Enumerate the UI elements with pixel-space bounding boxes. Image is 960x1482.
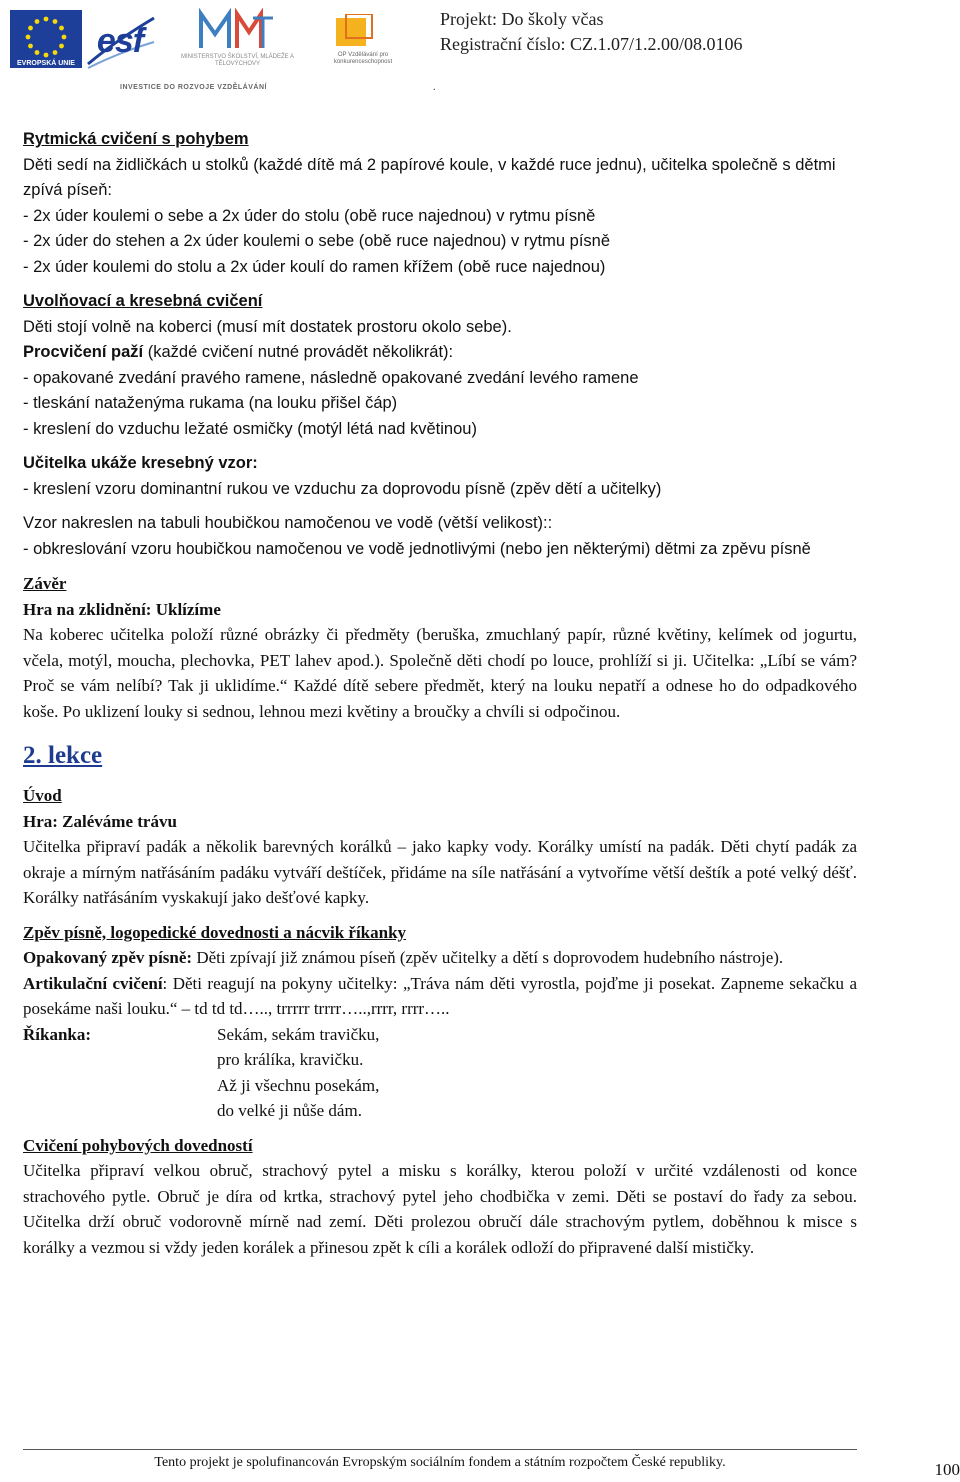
- section-heading-zaver: Závěr: [23, 574, 67, 593]
- rytmicka-item: - 2x úder do stehen a 2x úder koulemi o sebe (obě ruce najednou) v rytmu písně: [23, 232, 611, 250]
- pohyb-text: Učitelka připraví velkou obruč, strachový pytel a misku s korálky, kterou položí v určité vzdálenosti od konce strachového pytle. Obruč je díra od krtka, strachový pytel jeho chodbička v zemi. Děti se postaví do řady za sebou. Učitelka drží obruč vodorovně mírně nad zemí. Děti prolezou obručí dále strachovým pytlem, doběhnou k misce s korálky a vezmou si vždy jeden korálek a přinesou zpět k cíli a korálek odloží do připravené další mističky.: [23, 1161, 857, 1257]
- rytmicka-item: - 2x úder koulemi o sebe a 2x úder do stolu (obě ruce najednou) v rytmu písně: [23, 206, 596, 225]
- uvod-text: Učitelka připraví padák a několik barevných korálků – jako kapky vody. Korálky umístí na padák. Děti chytí padák za okraje a mírným natřásáním padáku vytváří deštíček, přidáme na síle natřásání a vytvoříme větší deštík a poté velký déšť. Korálky natřásáním vyskakují jako dešťové kapky.: [23, 837, 857, 907]
- rikanka-label: Říkanka:: [23, 1024, 92, 1044]
- msmt-caption: MINISTERSTVO ŠKOLSTVÍ, MLÁDEŽE A TĚLOVÝCHOVY: [180, 54, 295, 67]
- header-dot: .: [433, 82, 436, 93]
- rikanka-block: [23, 1022, 857, 1124]
- paze-text: (každé cvičení nutné provádět několikrát):: [143, 343, 454, 361]
- section-heading-pohyb: Cvičení pohybových dovedností: [23, 1135, 253, 1155]
- artikulace-paragraph: [23, 971, 857, 1022]
- project-line: Projekt: Do školy včas: [440, 9, 604, 29]
- page-header: [0, 0, 960, 110]
- rikanka-line: pro králíka, kravičku.: [217, 1050, 364, 1069]
- op-logo: [332, 14, 376, 50]
- project-info: [440, 7, 742, 57]
- rikanka-line: do velké ji nůše dám.: [217, 1101, 362, 1120]
- section-heading-rytmicka: Rytmická cvičení s pohybem: [23, 130, 249, 148]
- section-heading-zpev: Zpěv písně, logopedické dovednosti a nácvik říkanky: [23, 922, 407, 942]
- opakovany-paragraph: [23, 945, 857, 971]
- section-heading-uvod: Úvod: [23, 786, 62, 805]
- artikulace-text: : Děti reagují na pokyny učitelky: „Tráva nám děti vyrostla, pojďme ji posekat. Zapneme sekačku a posekáme naši louku.“ – td td td….., trrrrr trrrr…..,rrrr, rrrr…..: [23, 973, 857, 1018]
- zaver-game: Hra na zklidnění: Uklízíme: [23, 599, 221, 619]
- esf-logo-text: esf: [96, 22, 144, 60]
- paze-paragraph: [23, 340, 857, 366]
- rikanka-verse: [217, 1022, 379, 1124]
- msmt-logo: [195, 8, 275, 52]
- footer-divider: [23, 1449, 857, 1450]
- op-caption: OP Vzdělávání pro konkurenceschopnost: [333, 52, 393, 65]
- zaver-text: Na koberec učitelka položí různé obrázky či předměty (beruška, zmuchlaný papír, různé květiny, kelímek od jogurtu, včela, motýl, moucha, plechovka, PET lahev apod.). Společně děti chodí po louce, prohlíží si ji. Učitelka: „Líbí se vám? Proč se vám nelíbí? Tak ji uklidíme.“ Každé dítě sebere předmět, který na louku nepatří a odnese ho do odpadkového koše. Po uklizení louky si sednou, lehnou mezi květiny a broučky a chvíli si odpočinou.: [23, 625, 857, 721]
- page-number: 100: [934, 1460, 960, 1479]
- op-square-icon: [332, 14, 376, 50]
- lesson-title: 2. lekce: [23, 742, 103, 769]
- opakovany-text: Děti zpívají již známou píseň (zpěv učitelky a dětí s doprovodem hudebního nástroje).: [192, 948, 784, 967]
- paze-item: - kreslení do vzduchu ležaté osmičky (motýl létá nad květinou): [23, 419, 477, 438]
- msmt-letters-icon: [195, 8, 275, 52]
- investment-strip: INVESTICE DO ROZVOJE VZDĚLÁVÁNÍ: [120, 84, 267, 91]
- registration-line: Registrační číslo: CZ.1.07/1.2.00/08.0106: [440, 34, 743, 54]
- uvolnovaci-intro: Děti stojí volně na koberci (musí mít dostatek prostoru okolo sebe).: [23, 317, 512, 336]
- footer-text: Tento projekt je spolufinancován Evropským sociálním fondem a státním rozpočtem České republiky.: [154, 1455, 726, 1470]
- rikanka-line: Až ji všechnu posekám,: [217, 1075, 380, 1095]
- rytmicka-item: - 2x úder koulemi do stolu a 2x úder koulí do ramen křížem (obě ruce najednou): [23, 257, 606, 276]
- uvod-game: Hra: Zaléváme trávu: [23, 811, 177, 831]
- tabule-item: - obkreslování vzoru houbičkou namočenou ve vodě jednotlivými (nebo jen některými) dětmi za zpěvu písně: [23, 539, 811, 558]
- rikanka-line: Sekám, sekám travičku,: [217, 1024, 380, 1044]
- document-body: [23, 127, 857, 1260]
- vzor-item: - kreslení vzoru dominantní rukou ve vzduchu za doprovodu písně (zpěv dětí a učitelky): [23, 479, 662, 498]
- vzor-heading: Učitelka ukáže kresebný vzor:: [23, 454, 258, 472]
- rytmicka-intro: Děti sedí na židličkách u stolků (každé dítě má 2 papírové koule, v každé ruce jednu), učitelka společně s dětmi zpívá píseň:: [23, 155, 836, 199]
- paze-label: Procvičení paží: [23, 343, 144, 361]
- eu-logo-text: EVROPSKÁ UNIE: [17, 60, 75, 67]
- opakovany-label: Opakovaný zpěv písně:: [23, 948, 193, 967]
- tabule-intro: Vzor nakreslen na tabuli houbičkou namočenou ve vodě (větší velikost)::: [23, 514, 553, 532]
- paze-item: - tleskání nataženýma rukama (na louku přišel čáp): [23, 394, 398, 412]
- paze-item: - opakované zvedání pravého ramene, následně opakované zvedání levého ramene: [23, 368, 639, 387]
- artikulace-label: Artikulační cvičení: [23, 973, 163, 993]
- section-heading-uvolnovaci: Uvolňovací a kresebná cvičení: [23, 292, 263, 310]
